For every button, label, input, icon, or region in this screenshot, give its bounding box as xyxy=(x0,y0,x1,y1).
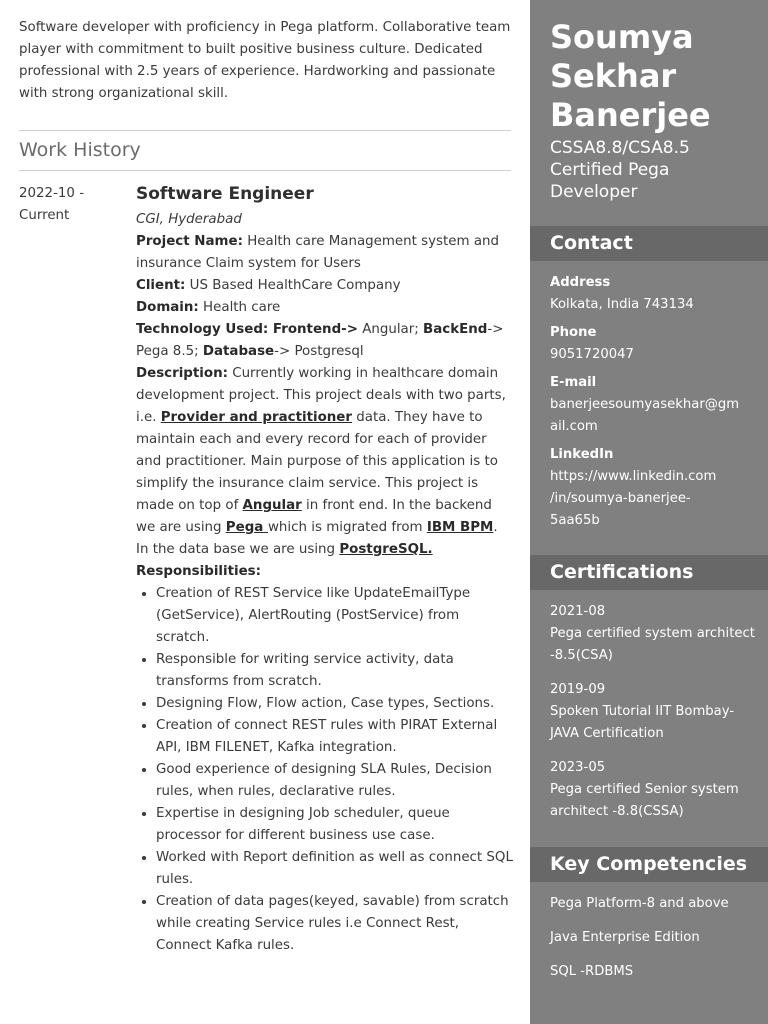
list-item: • Creation of REST Service like UpdateEmailType (GetService), AlertRouting (PostService) from scratch. xyxy=(156,583,514,649)
description-text-1: Currently working in healthcare domain development project. This project deals with two parts, i.e. xyxy=(136,366,506,425)
list-item: • Good experience of designing SLA Rules, Decision rules, when rules, declarative rules. xyxy=(156,759,514,803)
list-item: • Responsible for writing service activity, data transforms from scratch. xyxy=(156,649,514,693)
certifications-title: Certifications xyxy=(530,555,768,590)
linkedin-line-1[interactable]: https://www.linkedin.com xyxy=(550,469,717,484)
description-line xyxy=(136,363,514,561)
section-divider-top xyxy=(19,130,511,131)
list-item: • Worked with Report definition as well as connect SQL rules. xyxy=(156,847,514,891)
domain-line xyxy=(136,297,514,319)
responsibilities-list xyxy=(136,583,514,957)
domain-value: Health care xyxy=(198,300,281,315)
domain-label: Domain: xyxy=(136,300,199,315)
tech-db: -> Postgresql xyxy=(274,344,364,359)
certifications-list xyxy=(550,601,762,823)
cert-date: 2021-08 xyxy=(550,604,606,619)
email-value-line-1[interactable]: banerjeesoumyasekhar@gm xyxy=(550,397,740,412)
client-line xyxy=(136,275,514,297)
phone-value: 9051720047 xyxy=(550,347,634,362)
list-item: • Expertise in designing Job scheduler, queue processor for different business use case. xyxy=(156,803,514,847)
cert-date: 2023-05 xyxy=(550,760,606,775)
section-divider-bottom xyxy=(19,170,511,171)
project-line xyxy=(136,231,514,275)
candidate-name xyxy=(550,18,760,135)
job-company: CGI, Hyderabad xyxy=(136,212,242,227)
address-label: Address xyxy=(550,275,611,290)
description-link-pega: Pega xyxy=(225,520,268,535)
description-link-ibm-bpm: IBM BPM xyxy=(426,520,494,535)
tech-backend-label: BackEnd xyxy=(423,322,488,337)
email-value-line-2[interactable]: ail.com xyxy=(550,419,598,434)
description-text-4: which is migrated from xyxy=(267,520,427,535)
job-date-end: Current xyxy=(19,208,70,223)
tech-db-label: Database xyxy=(202,344,275,359)
list-item: • Creation of connect REST rules with PIRAT External API, IBM FILENET, Kafka integration. xyxy=(156,715,514,759)
professional-summary: Software developer with proficiency in Pega platform. Collaborative team player with commitment to built positive business culture. Dedicated professional with 2.5 years of experience. Hardworking and passionate with strong organizational skill. xyxy=(19,20,511,101)
phone-label: Phone xyxy=(550,325,597,340)
tech-label: Technology Used: Frontend-> xyxy=(136,322,358,337)
client-value: US Based HealthCare Company xyxy=(185,278,401,293)
cert-name: Pega certified system architect -8.5(CSA) xyxy=(550,626,755,663)
tech-frontend: Angular; xyxy=(357,322,424,337)
description-text-2: data. They have to maintain each and every record for each of provider and practitioner. Main purpose of this application is to simplify the insurance claim service. This project is made on top of xyxy=(136,410,498,513)
description-text-5: . In the data base we are using xyxy=(136,520,498,557)
list-item: • Designing Flow, Flow action, Case types, Sections. xyxy=(156,693,514,715)
technology-line xyxy=(136,319,514,363)
competencies-title: Key Competencies xyxy=(530,847,768,882)
list-item: • Creation of data pages(keyed, savable) from scratch while creating Service rules i.e Connect Rest, Connect Kafka rules. xyxy=(156,891,514,957)
address-value: Kolkata, India 743134 xyxy=(550,297,694,312)
description-text-3: in front end. In the backend we are using xyxy=(136,498,492,535)
description-label: Description: xyxy=(136,366,228,381)
job-title: Software Engineer xyxy=(136,184,314,204)
description-link-provider: Provider and practitioner xyxy=(160,410,352,425)
project-label: Project Name: xyxy=(136,234,243,249)
cert-name: Pega certified Senior system architect -8.8(CSSA) xyxy=(550,782,739,819)
name-line-1: Soumya xyxy=(550,18,694,56)
linkedin-line-2[interactable]: /in/soumya-banerjee- xyxy=(550,491,691,506)
competency-item: SQL -RDBMS xyxy=(550,964,634,979)
sidebar xyxy=(530,0,768,1024)
responsibilities-label: Responsibilities: xyxy=(136,564,261,579)
job-date-start: 2022-10 - xyxy=(19,186,85,201)
description-link-postgresql: PostgreSQL. xyxy=(339,542,433,557)
competency-item: Java Enterprise Edition xyxy=(550,930,700,945)
linkedin-label: LinkedIn xyxy=(550,447,614,462)
name-line-2: Sekhar xyxy=(550,57,677,95)
description-link-angular: Angular xyxy=(242,498,302,513)
email-label: E-mail xyxy=(550,375,597,390)
name-line-3: Banerjee xyxy=(550,96,711,134)
headline: CSSA8.8/CSA8.5 Certified Pega Developer xyxy=(550,138,690,202)
cert-date: 2019-09 xyxy=(550,682,606,697)
contact-title: Contact xyxy=(530,226,768,261)
cert-name: Spoken Tutorial IIT Bombay-JAVA Certification xyxy=(550,704,735,741)
job-dates xyxy=(19,183,119,227)
work-history-title: Work History xyxy=(19,139,141,161)
contact-details xyxy=(550,272,762,532)
job-entry xyxy=(136,181,514,957)
linkedin-line-3[interactable]: 5aa65b xyxy=(550,513,600,528)
client-label: Client: xyxy=(136,278,186,293)
tech-backend: -> Pega 8.5; xyxy=(136,322,504,359)
competency-item: Pega Platform-8 and above xyxy=(550,896,729,911)
project-value: Health care Management system and insurance Claim system for Users xyxy=(136,234,500,271)
